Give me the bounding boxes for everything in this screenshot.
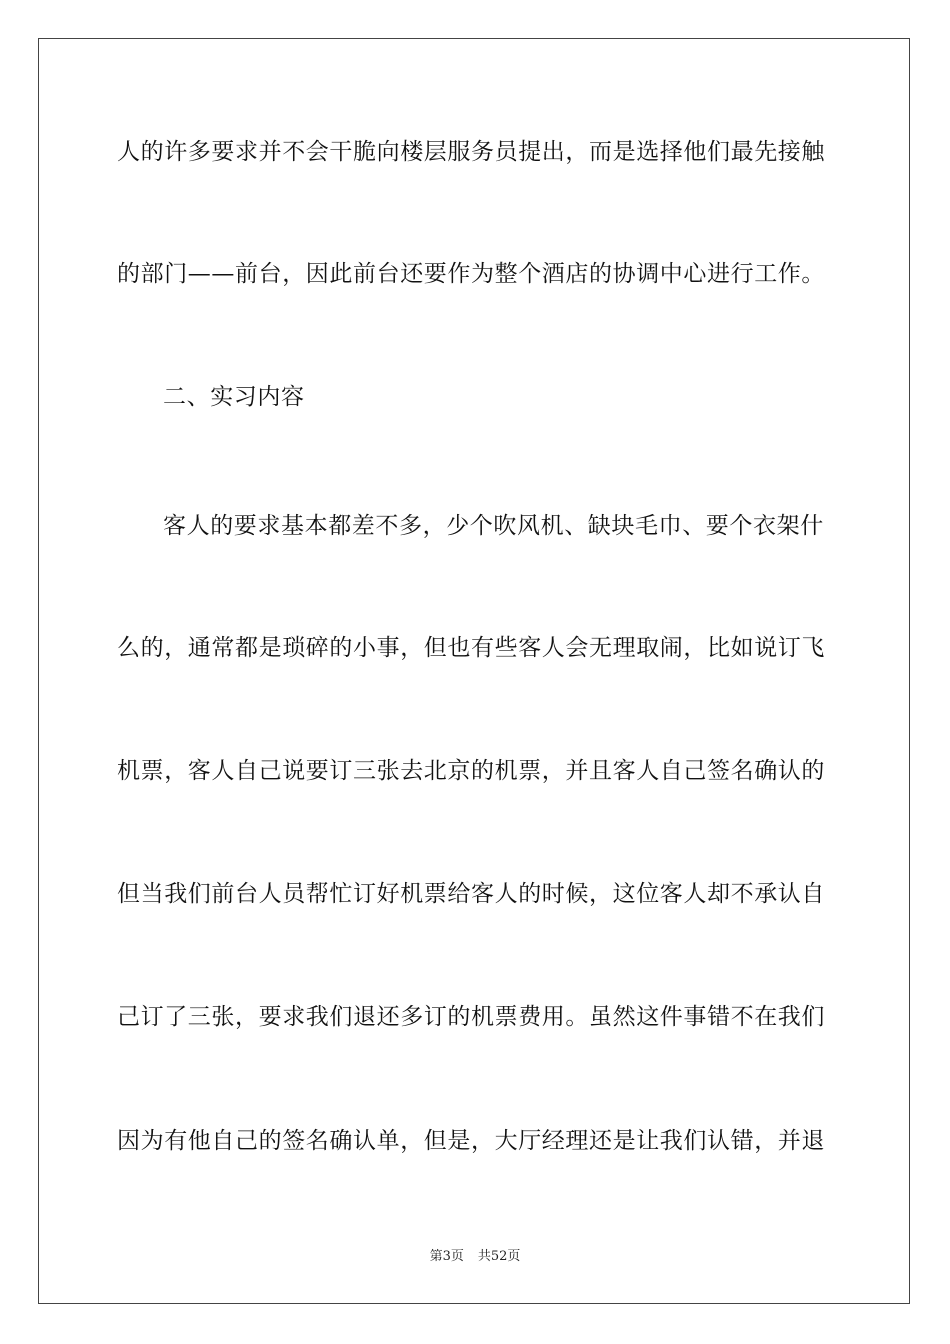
total-pages: 共52页 [477, 1249, 521, 1264]
paragraph-line: 么的，通常都是琐碎的小事，但也有些客人会无理取闹，比如说订飞 [117, 635, 825, 661]
paragraph-line: 因为有他自己的签名确认单，但是，大厅经理还是让我们认错，并退 [117, 1128, 825, 1154]
paragraph-line: 但当我们前台人员帮忙订好机票给客人的时候，这位客人却不承认自 [117, 881, 825, 907]
page-number: 第3页 [429, 1249, 464, 1264]
section-heading: 二、实习内容 [163, 384, 305, 410]
page-frame [38, 38, 910, 1304]
paragraph-line: 机票，客人自己说要订三张去北京的机票，并且客人自己签名确认的 [117, 758, 825, 784]
paragraph-line: 己订了三张，要求我们退还多订的机票费用。虽然这件事错不在我们 [117, 1004, 825, 1030]
paragraph-line: 客人的要求基本都差不多，少个吹风机、缺块毛巾、要个衣架什 [163, 513, 824, 539]
paragraph-line: 人的许多要求并不会干脆向楼层服务员提出，而是选择他们最先接触 [117, 139, 825, 165]
paragraph-line: 的部门——前台，因此前台还要作为整个酒店的协调中心进行工作。 [117, 261, 825, 287]
page-footer [0, 1248, 950, 1266]
